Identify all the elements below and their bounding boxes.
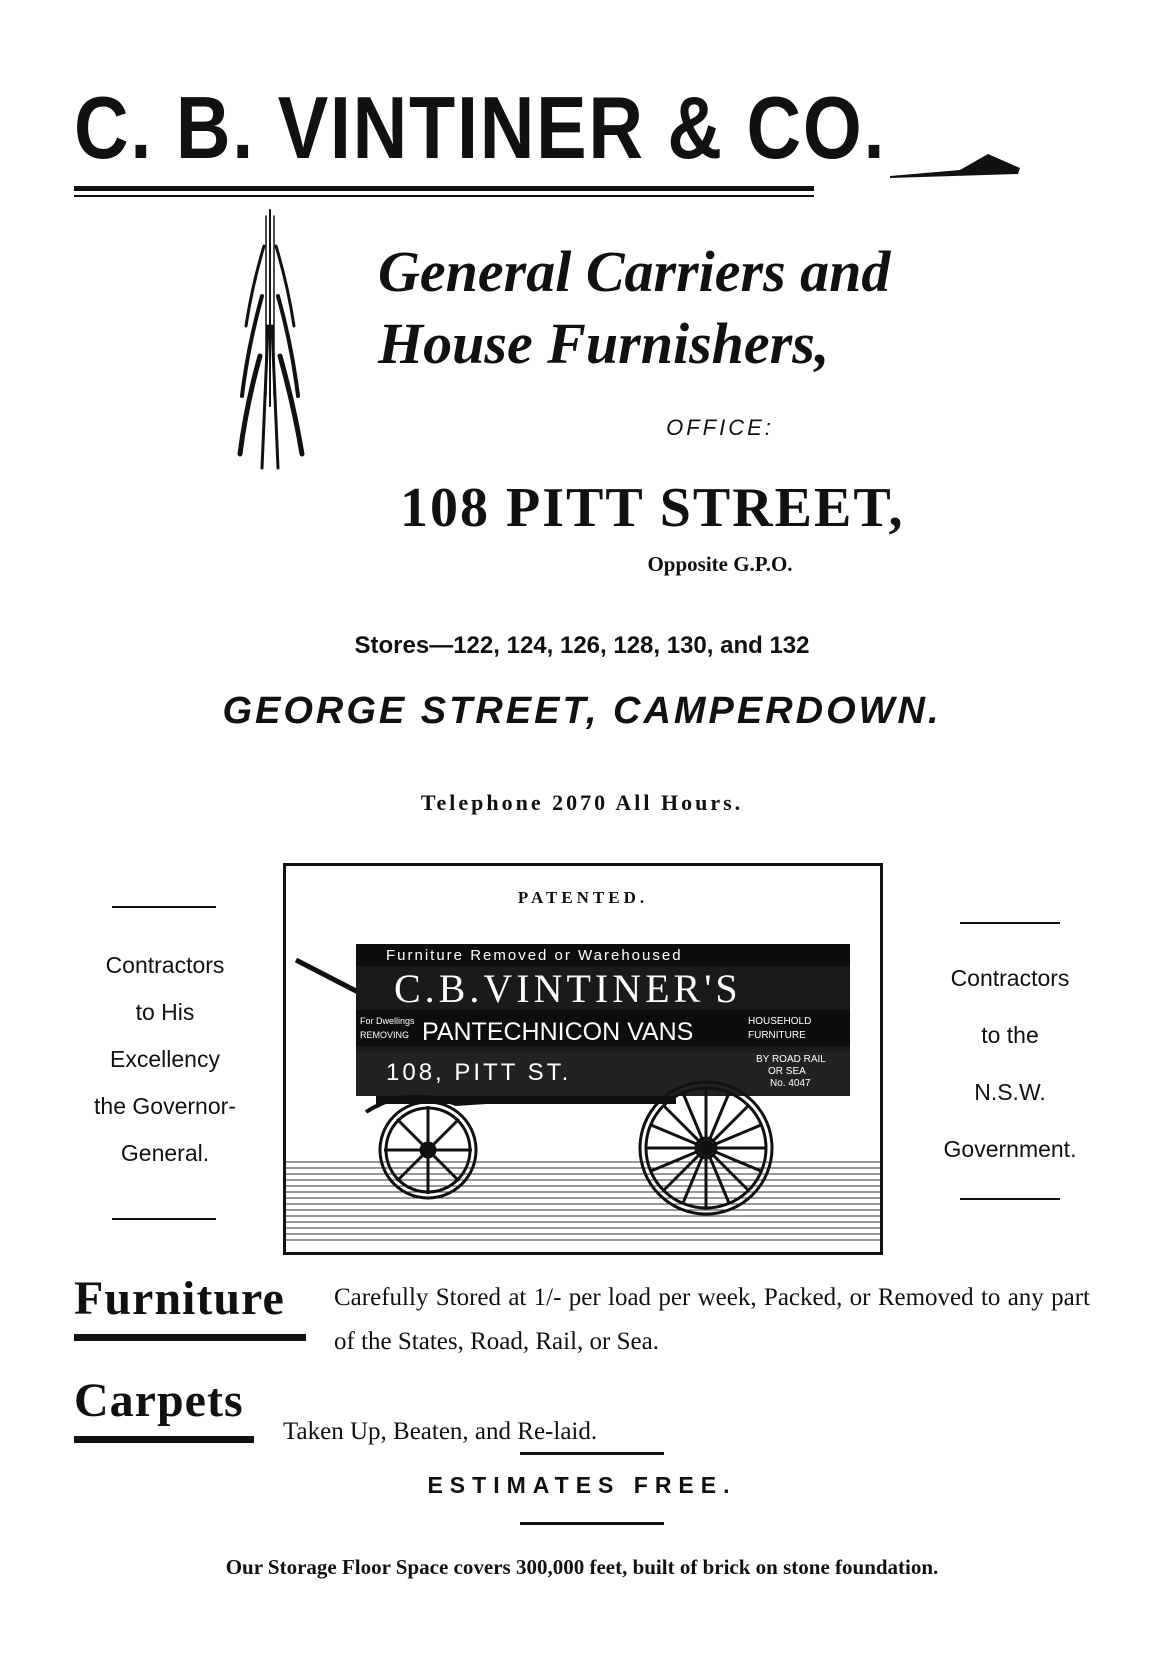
right-panel-line: Contractors	[950, 965, 1070, 991]
footer-note: Our Storage Floor Space covers 300,000 feet, built of brick on stone foundation.	[225, 1555, 939, 1579]
van-illustration-frame	[283, 863, 883, 1255]
pantechnicon-van-illustration	[286, 916, 880, 1252]
header-rule-thin	[74, 195, 814, 197]
header-rule	[74, 186, 814, 191]
estimates-free: ESTIMATES FREE.	[427, 1472, 737, 1498]
furniture-description: Carefully Stored at 1/- per load per week, Packed, or Removed to any part of the States, Road, Rail, or Sea.	[334, 1284, 1090, 1355]
estimates-rule-bottom	[520, 1522, 664, 1525]
van-sign-small-left-2: REMOVING	[360, 1030, 410, 1040]
carpets-heading: Carpets	[74, 1374, 244, 1427]
right-panel-rule-bottom	[960, 1198, 1060, 1200]
left-panel-line: General.	[120, 1140, 210, 1166]
office-note: Opposite G.P.O.	[647, 552, 793, 576]
estimates-rule-top	[520, 1452, 664, 1455]
office-label: OFFICE:	[666, 415, 774, 440]
left-panel-line: the Governor-	[94, 1093, 236, 1119]
furniture-heading: Furniture	[74, 1272, 285, 1325]
carpets-description: Taken Up, Beaten, and Re-laid.	[283, 1418, 598, 1445]
carpets-underline	[74, 1436, 254, 1443]
firm-name: C. B. VINTINER & CO.	[74, 78, 887, 177]
van-sign-small-left-1: For Dwellings	[360, 1016, 415, 1026]
telephone: Telephone 2070 All Hours.	[420, 790, 744, 815]
right-panel	[900, 950, 1120, 1178]
title-swash-ornament	[890, 150, 1020, 180]
van-sign-small-right-1: HOUSEHOLD	[748, 1016, 812, 1027]
decorative-flourish-icon	[232, 206, 312, 476]
van-sign-main: PANTECHNICON VANS	[422, 1018, 694, 1046]
van-sign-top-line: Furniture Removed or Warehoused	[386, 947, 683, 964]
van-sign-name: C.B.VINTINER'S	[394, 966, 742, 1011]
tagline-line-1: General Carriers and	[378, 239, 891, 304]
van-sign-by-line-2: OR SEA	[768, 1066, 806, 1077]
tagline-line-2: House Furnishers,	[378, 311, 830, 376]
left-panel-rule-bottom	[112, 1218, 216, 1220]
right-panel-line: Government.	[943, 1136, 1077, 1162]
stores-street: GEORGE STREET, CAMPERDOWN.	[222, 690, 942, 732]
furniture-underline	[74, 1334, 306, 1341]
van-sign-by-line-3: No. 4047	[770, 1078, 811, 1089]
office-address: 108 PITT STREET,	[400, 477, 905, 539]
van-sign-by-line-1: BY ROAD RAIL	[756, 1054, 826, 1065]
van-sign-address: 108, PITT ST.	[386, 1059, 572, 1086]
left-panel-line: Excellency	[110, 1046, 220, 1072]
left-panel-rule-top	[112, 906, 216, 908]
right-panel-rule-top	[960, 922, 1060, 924]
stores-numbers: Stores—122, 124, 126, 128, 130, and 132	[354, 632, 810, 659]
tagline	[378, 236, 1098, 380]
left-panel-line: to His	[135, 999, 195, 1025]
right-panel-line: to the	[981, 1022, 1039, 1048]
right-panel-line: N.S.W.	[974, 1079, 1046, 1105]
patented-label: PATENTED.	[517, 888, 649, 907]
left-panel-line: Contractors	[105, 952, 225, 978]
van-sign-small-right-2: FURNITURE	[748, 1030, 806, 1041]
left-panel	[60, 942, 270, 1177]
